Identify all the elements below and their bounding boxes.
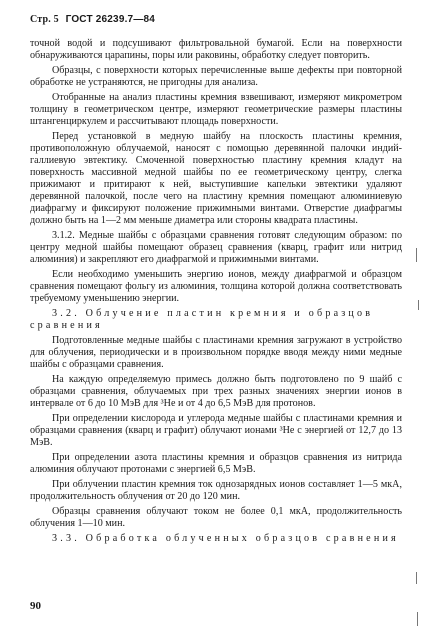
body-text — [30, 38, 402, 548]
margin-mark — [417, 612, 418, 626]
paragraph: Подготовленные медные шайбы с пластинами кремния загружают в устройство для облучения, периодически и в произвольном порядке вводя между ними медные шайбы с образцами сравнения. — [30, 335, 402, 370]
paragraph: Образцы, с поверхности которых перечисленные выше дефекты при повторной обработке не устраняются, не пригодны для анализа. — [30, 65, 402, 88]
page-label: Стр. 5 — [30, 14, 59, 25]
paragraph: При определении кислорода и углерода медные шайбы с пластинами кремния и образцами сравнения (кварц и графит) облучают ионами ³He с энергией от 12,7 до 13 МэВ. — [30, 413, 402, 448]
standard-number: ГОСТ 26239.7—84 — [65, 14, 156, 25]
paragraph: На каждую определяемую примесь должно быть подготовлено по 9 шайб с образцами сравнения, облучаемых при трех разных значениях энергии ионов в интервале от 6 до 10 МэВ для ³He и от 4 до 6,5 МэВ для протонов. — [30, 374, 402, 409]
margin-mark — [416, 248, 417, 262]
paragraph: Перед установкой в медную шайбу на плоскость пластины кремния, противоположную облучаемой, наносят с помощью деревянной палочки индий-галлиевую эвтектику. Смоченной поверхностью пластину кремния кладут на поверхность массивной медной шайбы по ее геометрическому центру, слегка прижимают и притирают к ней, выступившие капельки эвтектики удаляют деревянной палочкой, после чего на пластину кремния помещают алюминиевую диафрагму и фиксируют положение прижимными винтами. Отверстие диафрагмы должно быть на 1—2 мм меньше диаметра или стороны квадрата пластины. — [30, 131, 402, 226]
paragraph: При определении азота пластины кремния и образцов сравнения из нитрида алюминия облучают протонами с энергией 6,5 МэВ. — [30, 452, 402, 475]
page-header — [30, 14, 155, 25]
margin-mark — [418, 300, 419, 310]
page-number: 90 — [30, 600, 41, 612]
paragraph: При облучении пластин кремния ток однозарядных ионов составляет 1—5 мкА, продолжительность облучения от 20 до 120 мин. — [30, 479, 402, 502]
paragraph: Отобранные на анализ пластины кремния взвешивают, измеряют микрометром толщину в геометрическом центре, измеряют геометрические размеры пластины штангенциркулем и рассчитывают площадь поверхности. — [30, 92, 402, 127]
paragraph: точной водой и подсушивают фильтровальной бумагой. Если на поверхности обнаруживаются царапины, поры или раковины, обработку следует повторить. — [30, 38, 402, 61]
section-heading: 3.2. Облучение пластин кремния и образцов сравнения — [30, 308, 374, 331]
paragraph: Образцы сравнения облучают током не более 0,1 мкА, продолжительность облучения 1—10 мин. — [30, 506, 402, 529]
paragraph: 3.1.2. Медные шайбы с образцами сравнения готовят следующим образом: по центру медной шайбы помещают образец сравнения (кварц, графит или нитрид алюминия) и закрепляют его диафрагмой и прижимными винтами. — [30, 230, 402, 265]
paragraph: Если необходимо уменьшить энергию ионов, между диафрагмой и образцом сравнения помещают фольгу из алюминия, толщина которой должна соответствовать требуемому уменьшению энергии. — [30, 269, 402, 304]
margin-mark — [416, 572, 417, 584]
section-heading: 3.3. Обработка облученных образцов сравнения — [52, 533, 399, 544]
